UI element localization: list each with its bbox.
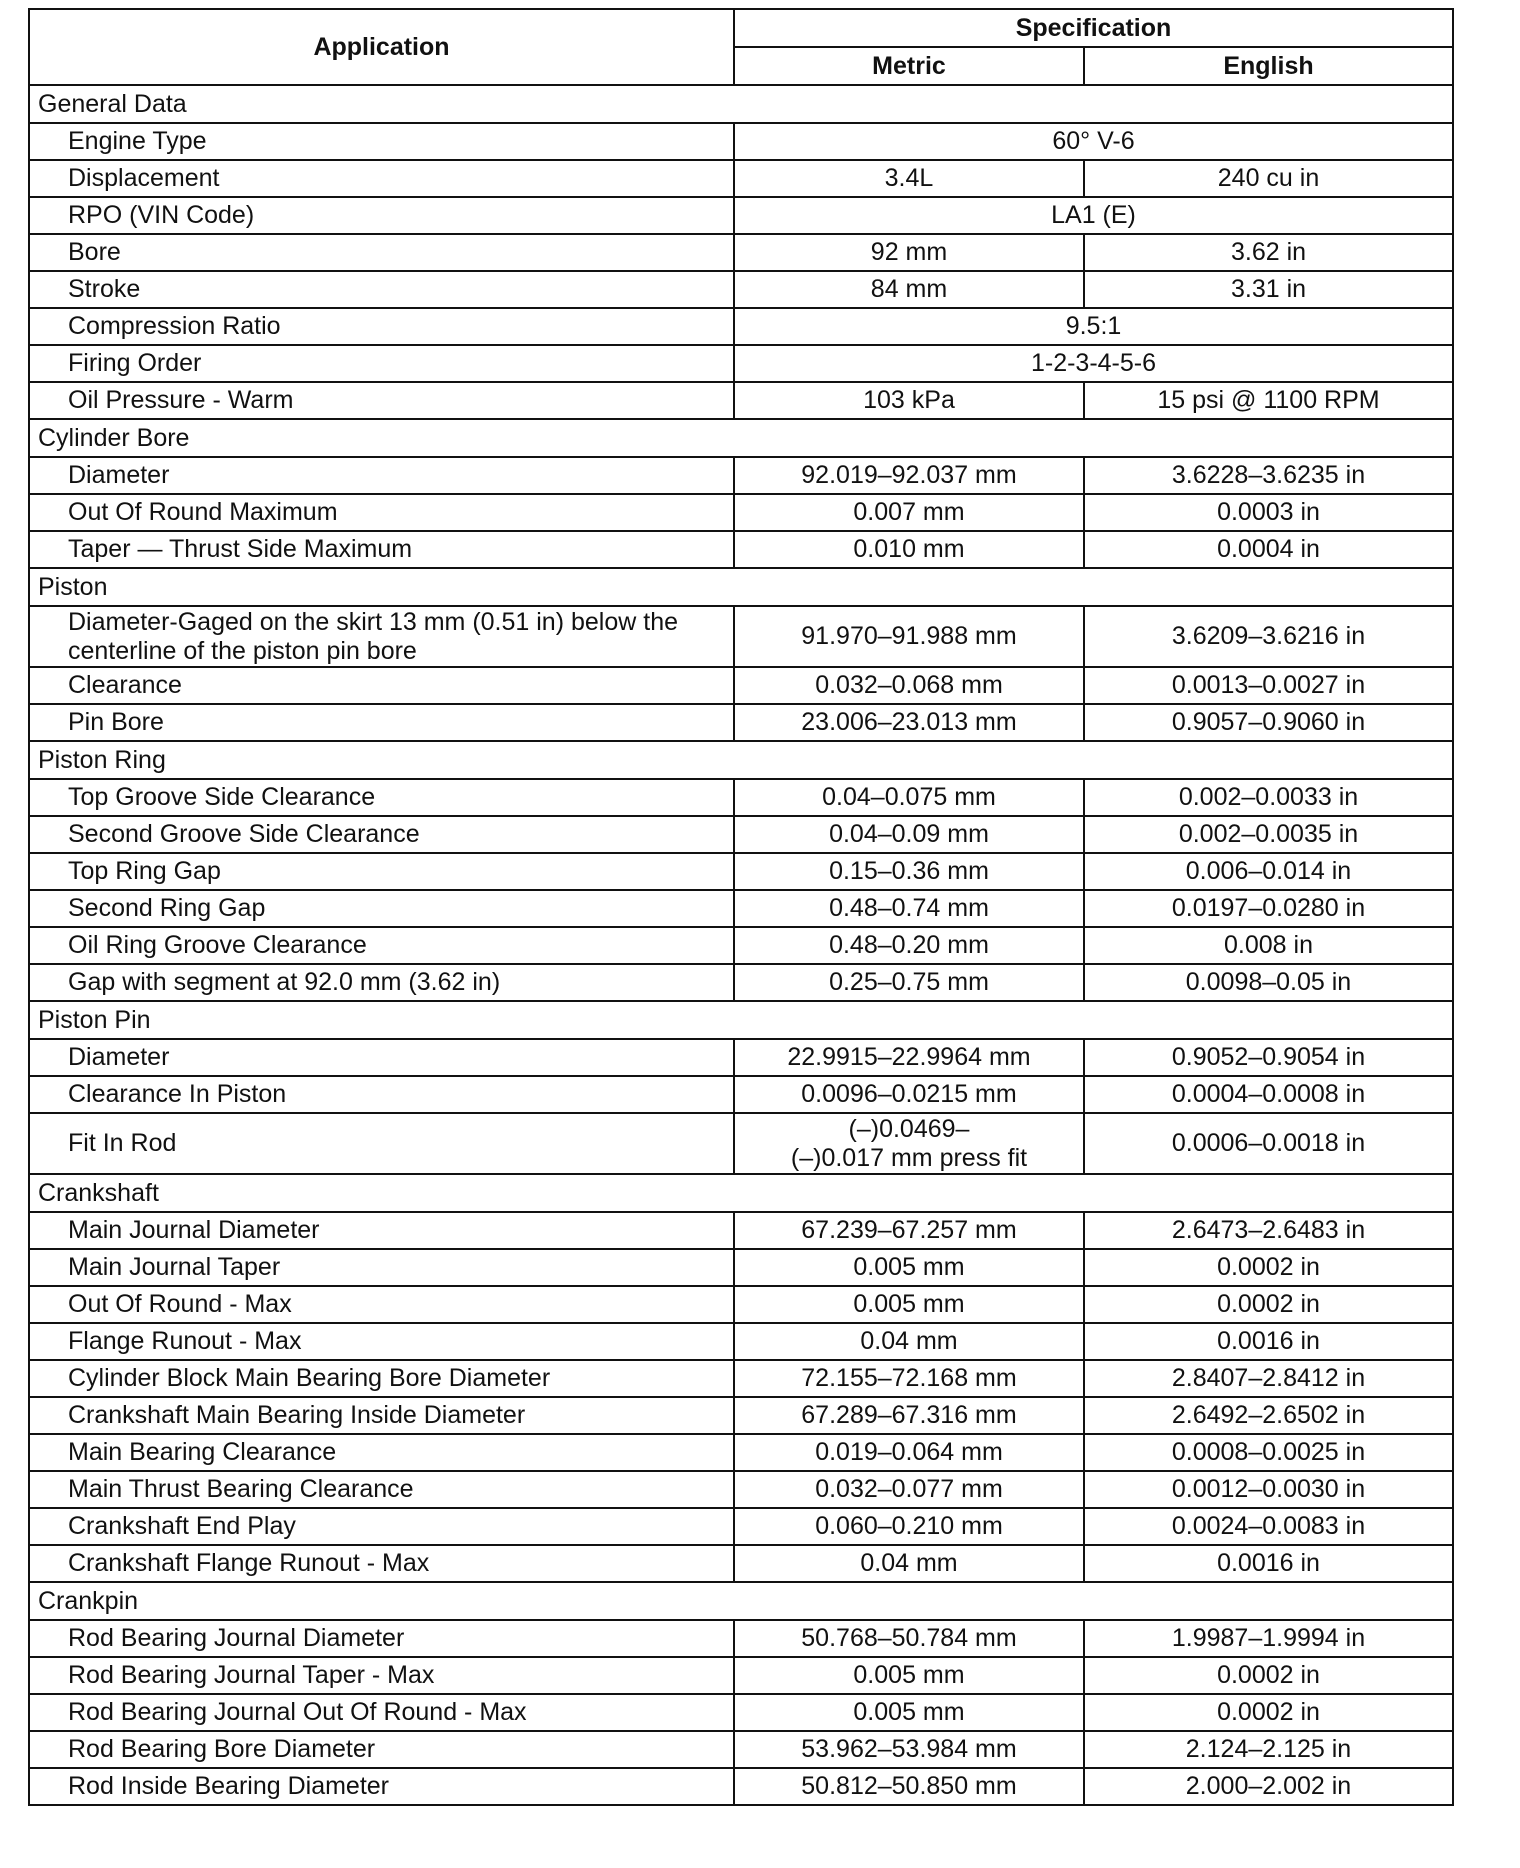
application-line: Diameter-Gaged on the skirt 13 mm (0.51 in) below the [68, 607, 678, 636]
metric-column-header: Metric [734, 47, 1084, 85]
application-cell: Out Of Round Maximum [29, 494, 734, 531]
table-row [29, 457, 1453, 494]
table-row [29, 123, 1453, 160]
metric-value-cell: 0.48–0.20 mm [734, 927, 1084, 964]
table-row [29, 1039, 1453, 1076]
application-cell: Diameter [29, 457, 734, 494]
table-row [29, 531, 1453, 568]
table-header [29, 9, 1453, 85]
table-row [29, 1545, 1453, 1582]
english-value-cell: 2.6492–2.6502 in [1084, 1397, 1453, 1434]
metric-value-cell: 0.04 mm [734, 1545, 1084, 1582]
application-column-header: Application [29, 9, 734, 85]
english-value-cell: 3.6209–3.6216 in [1084, 606, 1453, 667]
application-cell: Displacement [29, 160, 734, 197]
table-row [29, 197, 1453, 234]
english-value-cell: 0.0016 in [1084, 1323, 1453, 1360]
english-value-cell: 0.0098–0.05 in [1084, 964, 1453, 1001]
metric-value-cell: 0.032–0.068 mm [734, 667, 1084, 704]
english-value-cell: 2.6473–2.6483 in [1084, 1212, 1453, 1249]
table-row [29, 853, 1453, 890]
english-value-cell: 15 psi @ 1100 RPM [1084, 382, 1453, 419]
english-value-cell: 0.006–0.014 in [1084, 853, 1453, 890]
application-cell: Second Groove Side Clearance [29, 816, 734, 853]
metric-value-cell: 0.005 mm [734, 1657, 1084, 1694]
application-cell: Top Groove Side Clearance [29, 779, 734, 816]
english-value-cell: 0.008 in [1084, 927, 1453, 964]
english-value-cell: 3.31 in [1084, 271, 1453, 308]
table-row [29, 964, 1453, 1001]
application-cell: Crankshaft Main Bearing Inside Diameter [29, 1397, 734, 1434]
application-cell: Rod Bearing Journal Diameter [29, 1620, 734, 1657]
english-value-cell: 0.0016 in [1084, 1545, 1453, 1582]
english-value-cell: 0.0002 in [1084, 1694, 1453, 1731]
metric-value-cell: 53.962–53.984 mm [734, 1731, 1084, 1768]
english-value-cell: 0.0004–0.0008 in [1084, 1076, 1453, 1113]
metric-value-cell: 23.006–23.013 mm [734, 704, 1084, 741]
metric-value-cell: 22.9915–22.9964 mm [734, 1039, 1084, 1076]
table-row [29, 345, 1453, 382]
table-row [29, 1323, 1453, 1360]
metric-value-cell: 92 mm [734, 234, 1084, 271]
application-cell: Firing Order [29, 345, 734, 382]
english-value-cell: 0.9052–0.9054 in [1084, 1039, 1453, 1076]
english-value-cell: 0.002–0.0033 in [1084, 779, 1453, 816]
english-value-cell: 0.9057–0.9060 in [1084, 704, 1453, 741]
metric-value-cell: 3.4L [734, 160, 1084, 197]
english-value-cell: 3.6228–3.6235 in [1084, 457, 1453, 494]
application-cell: Rod Bearing Bore Diameter [29, 1731, 734, 1768]
metric-value-cell: 0.007 mm [734, 494, 1084, 531]
english-value-cell: 0.0004 in [1084, 531, 1453, 568]
spec-value-cell: 9.5:1 [734, 308, 1453, 345]
english-value-cell: 2.8407–2.8412 in [1084, 1360, 1453, 1397]
english-column-header: English [1084, 47, 1453, 85]
metric-value-cell: 91.970–91.988 mm [734, 606, 1084, 667]
application-line: centerline of the piston pin bore [68, 636, 417, 665]
metric-value-line: (–)0.017 mm press fit [790, 1143, 1028, 1172]
metric-value-cell: 0.005 mm [734, 1694, 1084, 1731]
table-row [29, 494, 1453, 531]
table-row [29, 1286, 1453, 1323]
engine-specification-table [28, 8, 1454, 1806]
section-row-piston-ring [29, 741, 1453, 779]
header-row-top [29, 9, 1453, 47]
english-value-cell: 0.0024–0.0083 in [1084, 1508, 1453, 1545]
application-cell: Engine Type [29, 123, 734, 160]
english-value-cell: 0.0012–0.0030 in [1084, 1471, 1453, 1508]
application-cell: Taper — Thrust Side Maximum [29, 531, 734, 568]
metric-value-cell: 0.25–0.75 mm [734, 964, 1084, 1001]
application-cell: Clearance [29, 667, 734, 704]
table-row [29, 1397, 1453, 1434]
application-cell: Main Journal Taper [29, 1249, 734, 1286]
table-row [29, 1434, 1453, 1471]
section-row-crankpin [29, 1582, 1453, 1620]
section-row-piston [29, 568, 1453, 606]
section-title: General Data [29, 85, 1453, 123]
table-row [29, 890, 1453, 927]
metric-value-cell: 0.010 mm [734, 531, 1084, 568]
table-row [29, 816, 1453, 853]
english-value-cell: 0.0002 in [1084, 1657, 1453, 1694]
table-row [29, 1249, 1453, 1286]
english-value-cell: 0.0006–0.0018 in [1084, 1113, 1453, 1174]
application-cell: Crankshaft Flange Runout - Max [29, 1545, 734, 1582]
metric-value-cell: 50.812–50.850 mm [734, 1768, 1084, 1805]
metric-value-cell: 72.155–72.168 mm [734, 1360, 1084, 1397]
table-row [29, 234, 1453, 271]
metric-value-cell: 0.04–0.09 mm [734, 816, 1084, 853]
table-row [29, 1471, 1453, 1508]
metric-value-cell: 67.239–67.257 mm [734, 1212, 1084, 1249]
application-cell: Clearance In Piston [29, 1076, 734, 1113]
table-row [29, 160, 1453, 197]
section-row-cylinder-bore [29, 419, 1453, 457]
application-cell: Rod Bearing Journal Out Of Round - Max [29, 1694, 734, 1731]
table-row [29, 1731, 1453, 1768]
english-value-cell: 0.0013–0.0027 in [1084, 667, 1453, 704]
table-row [29, 1657, 1453, 1694]
table-row [29, 382, 1453, 419]
metric-value-cell: 92.019–92.037 mm [734, 457, 1084, 494]
table-row [29, 1694, 1453, 1731]
application-cell: Diameter [29, 1039, 734, 1076]
section-row-general-data [29, 85, 1453, 123]
application-cell: Stroke [29, 271, 734, 308]
metric-value-cell: 0.032–0.077 mm [734, 1471, 1084, 1508]
metric-value-cell: 0.04–0.075 mm [734, 779, 1084, 816]
section-title: Crankpin [29, 1582, 1453, 1620]
application-cell: Flange Runout - Max [29, 1323, 734, 1360]
table-row [29, 271, 1453, 308]
english-value-cell: 0.002–0.0035 in [1084, 816, 1453, 853]
application-cell: Oil Ring Groove Clearance [29, 927, 734, 964]
section-title: Crankshaft [29, 1174, 1453, 1212]
metric-value-cell: 0.005 mm [734, 1286, 1084, 1323]
english-value-cell: 0.0003 in [1084, 494, 1453, 531]
application-cell: Crankshaft End Play [29, 1508, 734, 1545]
spec-value-cell: 60° V-6 [734, 123, 1453, 160]
table-row [29, 308, 1453, 345]
application-cell: Main Journal Diameter [29, 1212, 734, 1249]
metric-value-cell: 0.15–0.36 mm [734, 853, 1084, 890]
table-row [29, 1212, 1453, 1249]
table-body [29, 85, 1453, 1805]
metric-value-cell: 84 mm [734, 271, 1084, 308]
metric-value-cell: 0.019–0.064 mm [734, 1434, 1084, 1471]
application-cell: Rod Inside Bearing Diameter [29, 1768, 734, 1805]
table-row [29, 1076, 1453, 1113]
application-cell: Oil Pressure - Warm [29, 382, 734, 419]
section-title: Cylinder Bore [29, 419, 1453, 457]
table-row [29, 704, 1453, 741]
spec-value-cell: LA1 (E) [734, 197, 1453, 234]
table-row [29, 606, 1453, 667]
application-cell: Pin Bore [29, 704, 734, 741]
specification-column-header: Specification [734, 9, 1453, 47]
table-row [29, 1620, 1453, 1657]
metric-value-cell: 50.768–50.784 mm [734, 1620, 1084, 1657]
table-row [29, 1360, 1453, 1397]
section-title: Piston Pin [29, 1001, 1453, 1039]
application-cell: Out Of Round - Max [29, 1286, 734, 1323]
application-cell: Rod Bearing Journal Taper - Max [29, 1657, 734, 1694]
english-value-cell: 0.0002 in [1084, 1286, 1453, 1323]
table-row [29, 927, 1453, 964]
english-value-cell: 240 cu in [1084, 160, 1453, 197]
metric-value-cell: 0.0096–0.0215 mm [734, 1076, 1084, 1113]
english-value-cell: 3.62 in [1084, 234, 1453, 271]
metric-value-cell: 0.005 mm [734, 1249, 1084, 1286]
metric-value-cell: 0.48–0.74 mm [734, 890, 1084, 927]
metric-value-cell: 0.060–0.210 mm [734, 1508, 1084, 1545]
english-value-cell: 1.9987–1.9994 in [1084, 1620, 1453, 1657]
application-cell: Compression Ratio [29, 308, 734, 345]
application-cell: Top Ring Gap [29, 853, 734, 890]
application-cell: Cylinder Block Main Bearing Bore Diameter [29, 1360, 734, 1397]
section-title: Piston [29, 568, 1453, 606]
table-row [29, 1768, 1453, 1805]
application-cell [29, 606, 734, 667]
table-row [29, 1113, 1453, 1174]
english-value-cell: 0.0002 in [1084, 1249, 1453, 1286]
english-value-cell: 2.000–2.002 in [1084, 1768, 1453, 1805]
application-cell: Main Thrust Bearing Clearance [29, 1471, 734, 1508]
metric-value-cell [734, 1113, 1084, 1174]
table-row [29, 667, 1453, 704]
application-cell: RPO (VIN Code) [29, 197, 734, 234]
application-cell: Main Bearing Clearance [29, 1434, 734, 1471]
application-cell: Bore [29, 234, 734, 271]
english-value-cell: 0.0197–0.0280 in [1084, 890, 1453, 927]
metric-value-cell: 103 kPa [734, 382, 1084, 419]
application-cell: Gap with segment at 92.0 mm (3.62 in) [29, 964, 734, 1001]
english-value-cell: 2.124–2.125 in [1084, 1731, 1453, 1768]
table-row [29, 779, 1453, 816]
section-row-piston-pin [29, 1001, 1453, 1039]
metric-value-cell: 67.289–67.316 mm [734, 1397, 1084, 1434]
application-cell: Second Ring Gap [29, 890, 734, 927]
english-value-cell: 0.0008–0.0025 in [1084, 1434, 1453, 1471]
spec-value-cell: 1-2-3-4-5-6 [734, 345, 1453, 382]
section-title: Piston Ring [29, 741, 1453, 779]
section-row-crankshaft [29, 1174, 1453, 1212]
application-cell: Fit In Rod [29, 1113, 734, 1174]
metric-value-line: (–)0.0469– [848, 1114, 970, 1143]
table-row [29, 1508, 1453, 1545]
metric-value-cell: 0.04 mm [734, 1323, 1084, 1360]
